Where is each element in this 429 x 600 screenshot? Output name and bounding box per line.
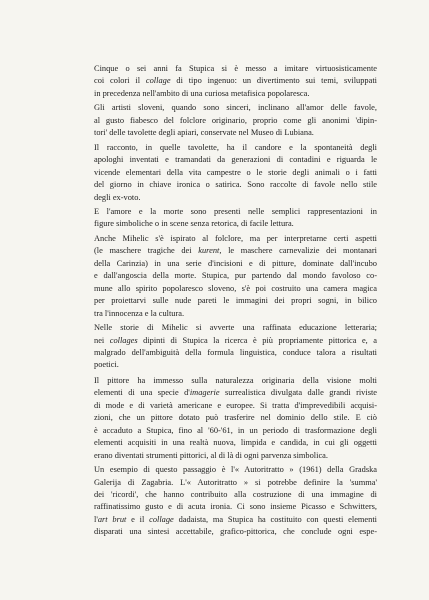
text-line: Il pittore ha immesso sulla naturalezza originaria della visione molti [94,375,377,385]
text-line: mune allo spirito popolaresco sloveno, s'è poi costruito una camera magica [94,283,377,293]
text-line: apologhi inventati e tramandati da generazioni di contadini e riguarda le [94,155,377,165]
text-line: elementi acquisiti in una realtà nuova, limpida e candida, in cui gli oggetti [94,438,377,448]
text-line: in precedenza nell'ambito di una curiosa metafisica popolaresca. [94,88,310,98]
text-line: Galerija di Zagabria. L'« Autoritratto » si potrebbe definire la 'summa' [94,477,377,487]
paragraph-7 [83,375,377,462]
text-line: per proiettarvi sulle nude pareti le immagini dei propri sogni, in bilico [94,296,377,306]
text-line: Un esempio di questo passaggio è l'« Autoritratto » (1961) della Gradska [94,465,377,475]
text-line: del giorno in chiave ironica o satirica. Sono raccolte di favole nello stile [94,180,377,190]
paragraph-3 [83,142,377,204]
paragraph-4 [83,206,377,231]
text-line: malgrado dell'ambiguità della formula linguistica, conduce talora a risultati [94,347,377,357]
paragraph-8 [83,464,377,539]
text-line: tori' delle tavolette degli apiari, conservate nel Museo di Lubiana. [94,128,314,138]
text-line: raffinatissimo gusto e di acuta ironia. Ci sono insieme Picasso e Schwitters, [94,502,377,512]
text-line: l'art brut e il collage dadaista, ma Stupica ha costituito con questi elementi [94,514,377,524]
text-line: al gusto fiabesco del folclore originario, proprio come gli anonimi 'dipin- [94,115,377,125]
text-line: Anche Mihelic s'è ispirato al folclore, ma per interpretarne certi aspetti [94,233,377,243]
text-line: vicende elementari della vita campestre o le storie degli animali o i fatti [94,167,377,177]
text-line: è accaduto a Stupica, fino al '60-'61, in un periodo di trasformazione degli [94,425,377,435]
body-text [83,63,377,539]
paragraph-5 [83,233,377,320]
text-line: degli ex-voto. [94,192,141,202]
text-line: Il racconto, in quelle tavolette, ha il candore e la spontaneità degli [94,142,377,152]
text-line: erano diventati strumenti pittorici, al di là di ogni parvenza simbolica. [94,450,328,460]
text-line: coi colori il collage di tipo ingenuo: un divertimento sui temi, sviluppati [94,76,377,86]
text-line: tra l'innocenza e la cultura. [94,308,185,318]
text-line: della Carinzia) in una serie d'incisioni e di pitture, dominate dall'incubo [94,258,377,268]
text-line: (le maschere tragiche dei kurent, le maschere carnevalizie dei montanari [94,246,378,256]
text-line: disparati una sintesi accettabile, grafico-pittorica, che conclude ogni espe- [94,527,377,537]
text-line: dei 'ricordi', che hanno contribuito alla costruzione di una immagine di [94,489,377,499]
text-line: poetici. [94,360,119,370]
text-line: zioni, che un pittore dotato può trasferire nel dominio dello stile. E ciò [94,413,377,423]
text-line: Nelle storie di Mihelic si avverte una raffinata educazione letteraria; [94,323,377,333]
text-line: Cinque o sei anni fa Stupica si è messo a imitare virtuosisticamente [94,64,377,73]
text-line: figure simboliche o in scene senza retorica, di facile lettura. [94,219,294,229]
text-line: elementi di una specie d'imagerie surrealistica divulgata dalle grandi riviste [94,388,378,398]
paragraph-1 [83,63,377,100]
text-line: e dall'angoscia della morte. Stupica, pur partendo dal mondo favoloso co- [94,271,377,281]
paragraph-6 [83,322,377,372]
text-line: E l'amore e la morte sono presenti nelle semplici rappresentazioni in [94,206,377,216]
text-line: Gli artisti sloveni, quando sono sinceri, inclinano all'amor delle favole, [94,103,377,113]
text-line: nei collages dipinti di Stupica la ricerca è più propriamente pittorica e, a [94,335,377,345]
text-line: di mode e di varietà americane e europee. Si tratta d'imprevedibili acquisi- [94,400,377,410]
paragraph-2 [83,102,377,139]
